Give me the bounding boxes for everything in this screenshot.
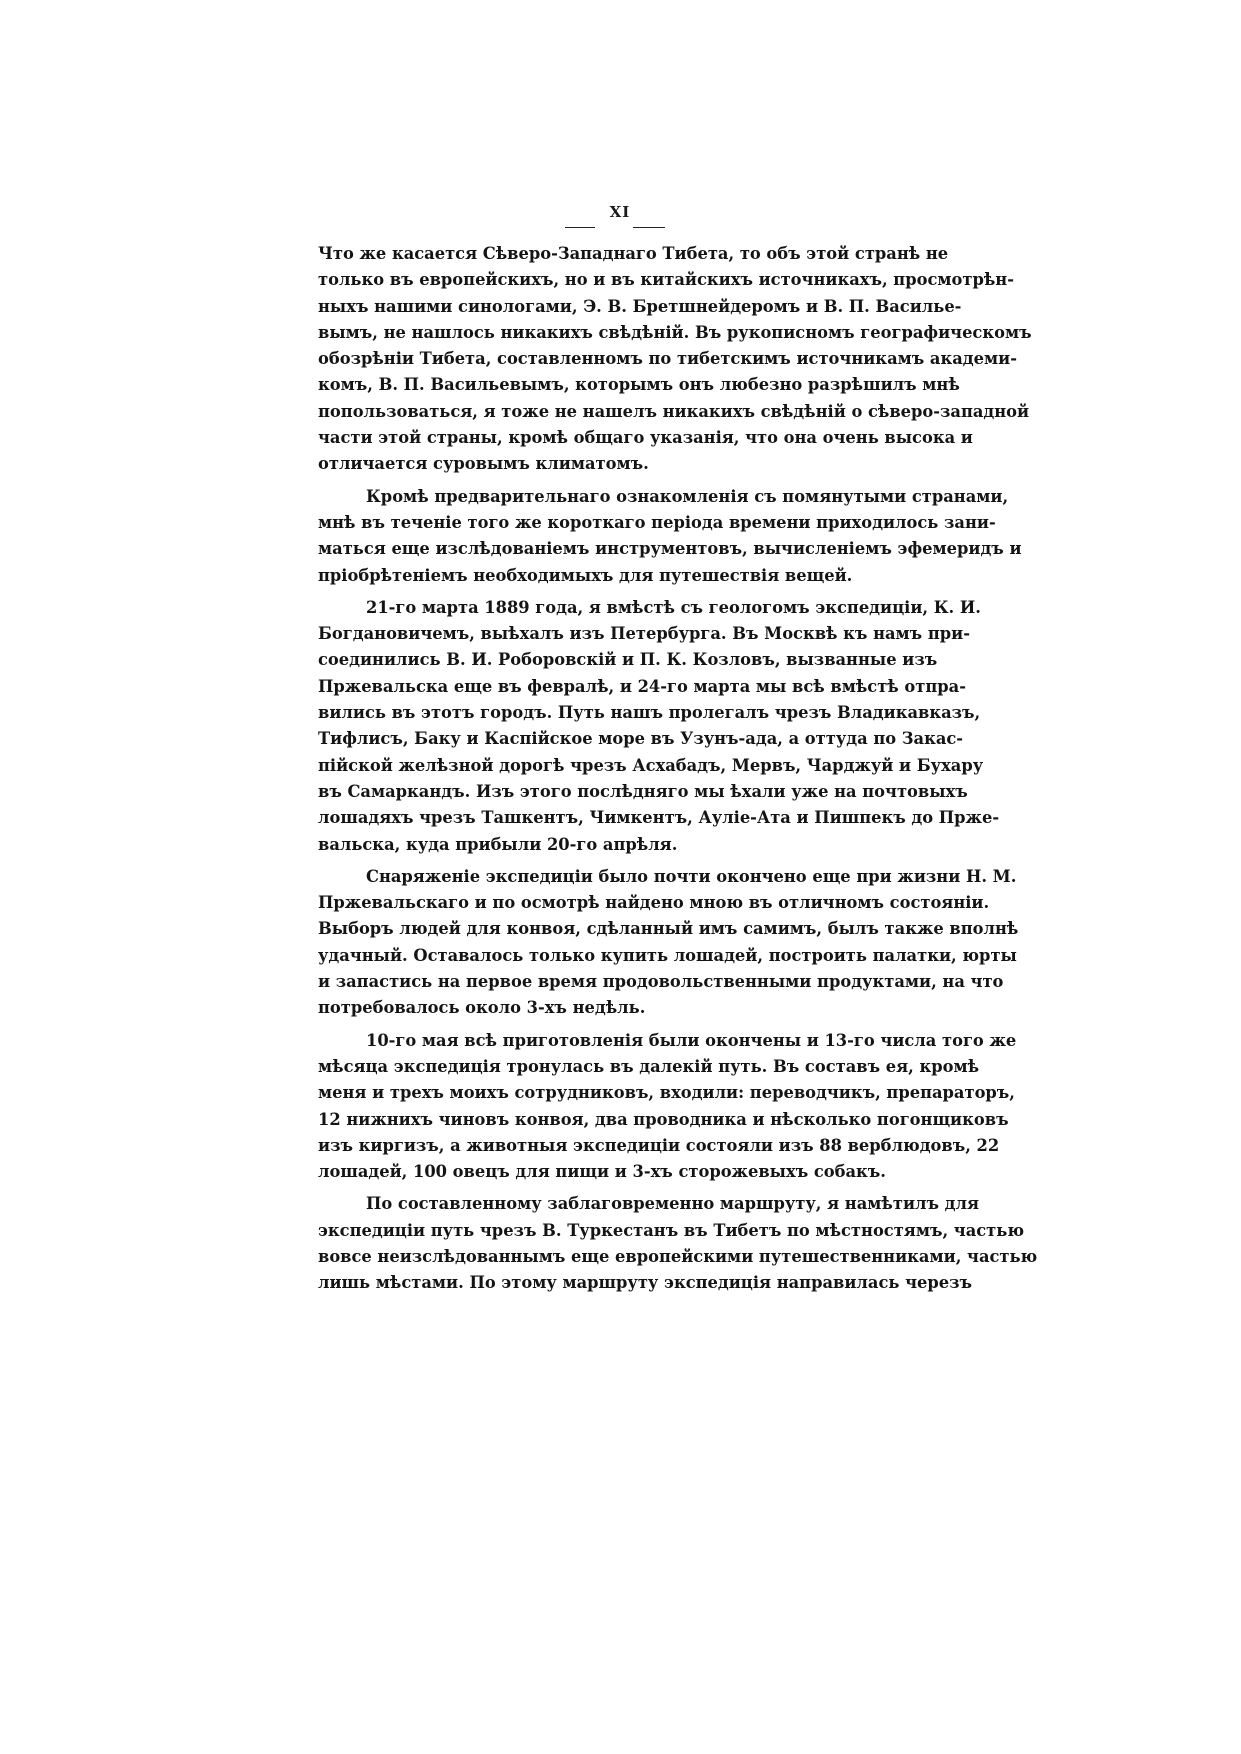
text-line: меня и трехъ моихъ сотрудниковъ, входили: переводчикъ, препараторъ,	[318, 1083, 1015, 1103]
text-line: удачный. Оставалось только купить лошадей, построить палатки, юрты	[318, 945, 1017, 965]
text-line: обозрѣніи Тибета, составленномъ по тибетскимъ источникамъ академи-	[318, 349, 1017, 369]
header-rule-left	[565, 227, 595, 228]
text-line: мѣсяца экспедиція тронулась въ далекій путь. Въ составъ ея, кромѣ	[318, 1056, 980, 1076]
text-line: комъ, В. П. Васильевымъ, которымъ онъ любезно разрѣшилъ мнѣ	[318, 375, 960, 395]
text-line: потребовалось около 3-хъ недѣль.	[318, 998, 646, 1018]
body-text	[318, 241, 1038, 1297]
text-line: Тифлисъ, Баку и Каспійское море въ Узунъ-ада, а оттуда по Закас-	[318, 729, 964, 749]
text-line: 12 нижнихъ чиновъ конвоя, два проводника и нѣсколько погонщиковъ	[318, 1109, 1009, 1129]
text-line: попользоваться, я тоже не нашелъ никакихъ свѣдѣній о сѣверо-западной	[318, 401, 1030, 421]
text-line: Пржевальскаго и по осмотрѣ найдено мною въ отличномъ состояніи.	[318, 893, 990, 913]
text-line: части этой страны, кромѣ общаго указанія, что она очень высока и	[318, 428, 973, 448]
text-line: 10-го мая всѣ приготовленія были окончены и 13-го числа того же	[366, 1030, 1017, 1050]
text-line: экспедиціи путь чрезъ В. Туркестанъ въ Тибетъ по мѣстностямъ, частью	[318, 1220, 1025, 1240]
text-line: мнѣ въ теченіе того же короткаго періода времени приходилось зани-	[318, 512, 996, 532]
text-line: ныхъ нашими синологами, Э. В. Бретшнейдеромъ и В. П. Василье-	[318, 296, 962, 316]
text-line: Выборъ людей для конвоя, сдѣланный имъ самимъ, былъ также вполнѣ	[318, 919, 1019, 939]
header-rule-right	[633, 227, 665, 228]
text-line: пріобрѣтеніемъ необходимыхъ для путешествія вещей.	[318, 565, 853, 585]
text-line: отличается суровымъ климатомъ.	[318, 454, 649, 474]
paragraph	[318, 595, 1000, 858]
paragraph	[318, 241, 1032, 478]
paragraph	[318, 1191, 1038, 1296]
text-line: пійской желѣзной дорогѣ чрезъ Асхабадъ, Мервъ, Чарджуй и Бухару	[318, 755, 984, 775]
paragraph	[318, 1028, 1017, 1186]
text-line: маться еще изслѣдованіемъ инструментовъ, вычисленіемъ эфемеридъ и	[318, 539, 1022, 559]
text-line: вальска, куда прибыли 20-го апрѣля.	[318, 834, 678, 854]
text-line: вымъ, не нашлось никакихъ свѣдѣній. Въ рукописномъ географическомъ	[318, 322, 1032, 342]
text-line: Пржевальска еще въ февралѣ, и 24-го марта мы всѣ вмѣстѣ отпра-	[318, 676, 966, 696]
text-line: По составленному заблаговременно маршруту, я намѣтилъ для	[366, 1194, 980, 1214]
text-line: соединились В. И. Роборовскій и П. К. Козловъ, вызванные изъ	[318, 650, 938, 670]
text-line: лошадей, 100 овецъ для пищи и 3-хъ сторожевыхъ собакъ.	[318, 1162, 886, 1182]
text-line: Богдановичемъ, выѣхалъ изъ Петербурга. Въ Москвѣ къ намъ при-	[318, 624, 970, 644]
paragraph	[318, 864, 1019, 1022]
text-line: вовсе неизслѣдованнымъ еще европейскими путешественниками, частью	[318, 1246, 1038, 1266]
text-line: въ Самаркандъ. Изъ этого послѣдняго мы ѣхали уже на почтовыхъ	[318, 781, 968, 801]
text-line: Кромѣ предварительнаго ознакомленія съ помянутыми странами,	[366, 486, 1009, 506]
page-number: XI	[609, 203, 631, 221]
text-line: только въ европейскихъ, но и въ китайскихъ источникахъ, просмотрѣн-	[318, 270, 1014, 290]
text-line: вились въ этотъ городъ. Путь нашъ пролегалъ чрезъ Владикавказъ,	[318, 703, 981, 723]
text-line: лишь мѣстами. По этому маршруту экспедиція направилась черезъ	[318, 1273, 972, 1293]
paragraph	[318, 484, 1022, 589]
text-line: 21-го марта 1889 года, я вмѣстѣ съ геологомъ экспедиціи, К. И.	[366, 597, 981, 617]
text-line: и запастись на первое время продовольственными продуктами, на что	[318, 972, 1004, 992]
text-line: Снаряженіе экспедиціи было почти окончено еще при жизни Н. М.	[366, 866, 1017, 886]
text-line: изъ киргизъ, а животныя экспедиціи состояли изъ 88 верблюдовъ, 22	[318, 1135, 1000, 1155]
text-line: Что же касается Сѣверо-Западнаго Тибета, то объ этой странѣ не	[318, 244, 949, 263]
text-line: лошадяхъ чрезъ Ташкентъ, Чимкентъ, Ауліе-Ата и Пишпекъ до Прже-	[318, 808, 1000, 828]
